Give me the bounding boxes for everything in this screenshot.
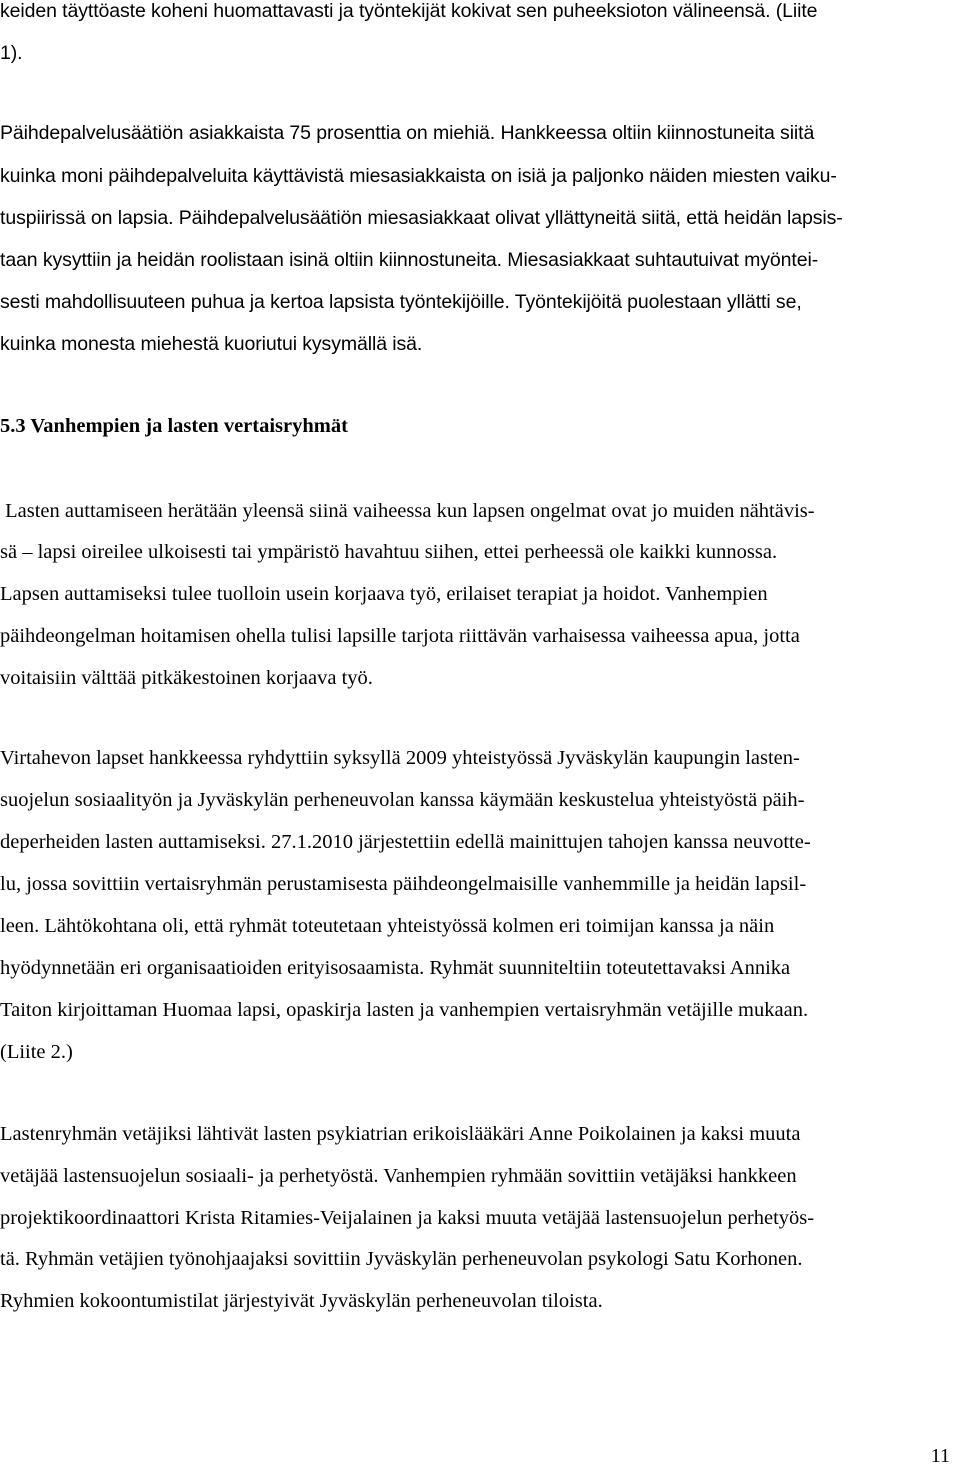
paragraph1-line-5: sesti mahdollisuuteen puhua ja kertoa lapsista työntekijöille. Työntekijöitä puolestaan yllätti se, — [0, 291, 802, 313]
paragraph4-line-4: tä. Ryhmän vetäjien työnohjaajaksi sovittiin Jyväskylän perheneuvolan psykologi Satu Korhonen. — [0, 1248, 803, 1270]
section-heading: 5.3 Vanhempien ja lasten vertaisryhmät — [0, 415, 348, 437]
paragraph1-line-3: tuspiirissä on lapsia. Päihdepalvelusäätiön miesasiakkaat olivat yllättyneitä siitä, että heidän lapsis- — [0, 207, 843, 229]
intro-line-2: 1). — [0, 42, 23, 64]
paragraph1-line-4: taan kysyttiin ja heidän roolistaan isinä oltiin kiinnostuneita. Miesasiakkaat suhtautuivat myöntei- — [0, 249, 819, 271]
paragraph2-line-1: Lasten auttamiseen herätään yleensä siinä vaiheessa kun lapsen ongelmat ovat jo muiden nähtävis- — [0, 500, 815, 522]
paragraph3-line-7: Taiton kirjoittaman Huomaa lapsi, opaskirja lasten ja vanhempien vertaisryhmän vetäjille mukaan. — [0, 999, 809, 1021]
paragraph2-line-2: sä – lapsi oireilee ulkoisesti tai ympäristö havahtuu siihen, ettei perheessä ole kaikki kunnossa. — [0, 541, 778, 563]
paragraph3-line-1: Virtahevon lapset hankkeessa ryhdyttiin syksyllä 2009 yhteistyössä Jyväskylän kaupungin lasten- — [0, 747, 800, 769]
paragraph3-line-3: deperheiden lasten auttamiseksi. 27.1.2010 järjestettiin edellä mainittujen tahojen kanssa neuvotte- — [0, 831, 811, 853]
paragraph1-line-2: kuinka moni päihdepalveluita käyttävistä miesasiakkaista on isiä ja paljonko näiden miesten vaiku- — [0, 165, 837, 187]
paragraph3-line-2: suojelun sosiaalityön ja Jyväskylän perheneuvolan kanssa käymään keskustelua yhteistyöstä päih- — [0, 789, 805, 811]
paragraph1-line-6: kuinka monesta miehestä kuoriutui kysymällä isä. — [0, 333, 423, 355]
paragraph3-line-8: (Liite 2.) — [0, 1041, 73, 1063]
paragraph2-line-3: Lapsen auttamiseksi tulee tuolloin usein korjaava työ, erilaiset terapiat ja hoidot. Vanhempien — [0, 583, 768, 605]
page-number: 11 — [930, 1445, 950, 1467]
paragraph2-line-5: voitaisiin välttää pitkäkestoinen korjaava työ. — [0, 667, 373, 689]
paragraph4-line-2: vetäjää lastensuojelun sosiaali- ja perhetyöstä. Vanhempien ryhmään sovittiin vetäjäksi hankkeen — [0, 1165, 797, 1187]
paragraph3-line-4: lu, jossa sovittiin vertaisryhmän perustamisesta päihdeongelmaisille vanhemmille ja heidän lapsil- — [0, 873, 807, 895]
paragraph4-line-5: Ryhmien kokoontumistilat järjestyivät Jyväskylän perheneuvolan tiloista. — [0, 1290, 603, 1312]
paragraph3-line-5: leen. Lähtökohtana oli, että ryhmät toteutetaan yhteistyössä kolmen eri toimijan kanssa ja näin — [0, 915, 775, 937]
paragraph3-line-6: hyödynnetään eri organisaatioiden erityisosaamista. Ryhmät suunniteltiin toteutettavaksi Annika — [0, 957, 791, 979]
paragraph4-line-3: projektikoordinaattori Krista Ritamies-Veijalainen ja kaksi muuta vetäjää lastensuojelun perhetyös- — [0, 1207, 815, 1229]
paragraph2-line-4: päihdeongelman hoitamisen ohella tulisi lapsille tarjota riittävän varhaisessa vaiheessa apua, jotta — [0, 625, 800, 647]
intro-line-1: keiden täyttöaste koheni huomattavasti ja työntekijät kokivat sen puheeksioton välineensä. (Liite — [0, 0, 818, 22]
paragraph4-line-1: Lastenryhmän vetäjiksi lähtivät lasten psykiatrian erikoislääkäri Anne Poikolainen ja kaksi muuta — [0, 1123, 801, 1145]
paragraph1-line-1: Päihdepalvelusäätiön asiakkaista 75 prosenttia on miehiä. Hankkeessa oltiin kiinnostuneita siitä — [0, 122, 815, 144]
